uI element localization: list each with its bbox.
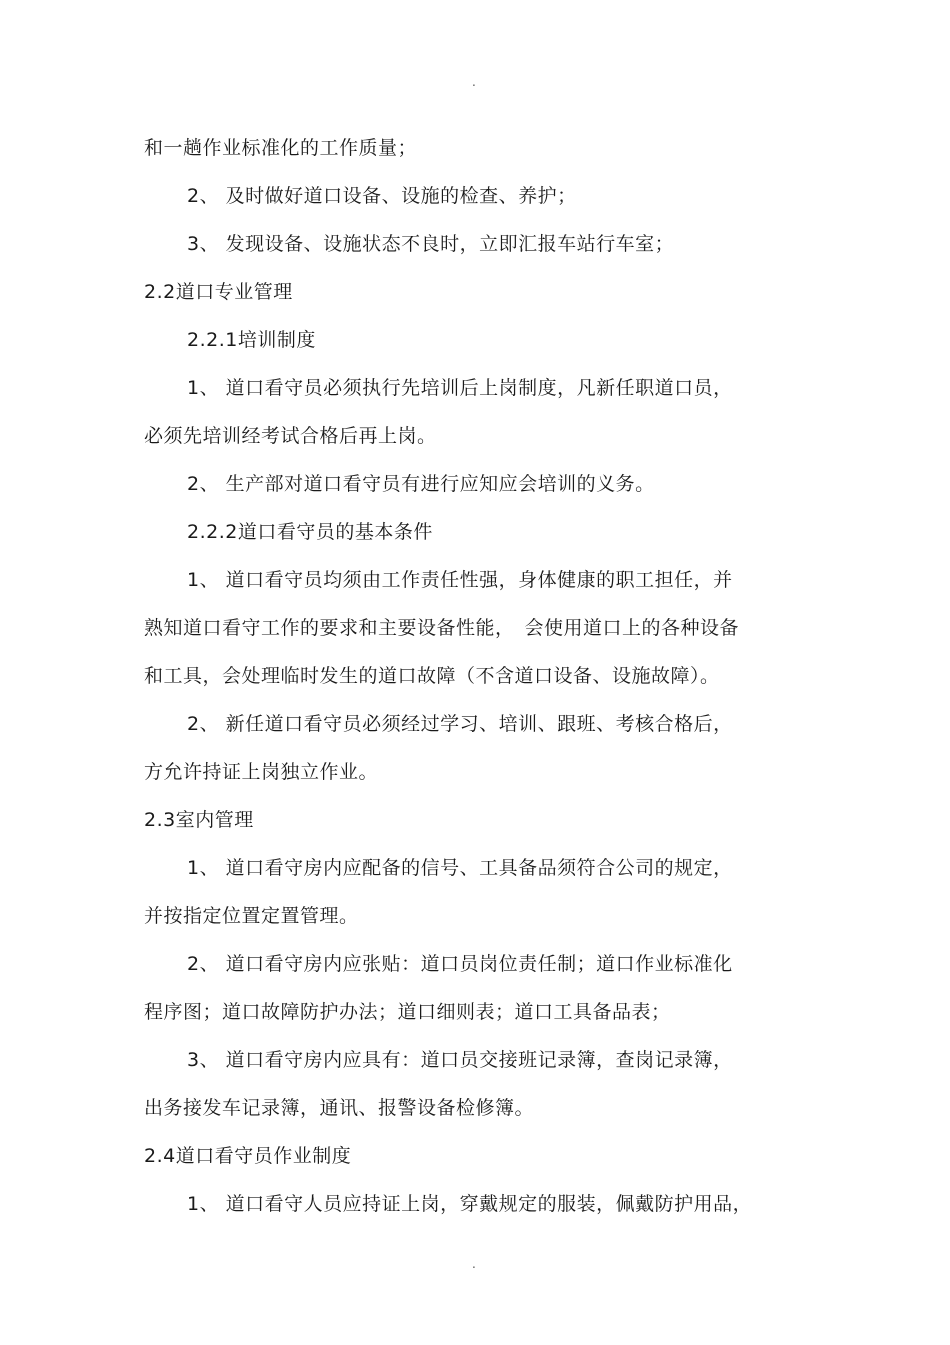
section-heading: 2.4道口看守员作业制度 [144, 1145, 352, 1167]
paragraph-line: 和一趟作业标准化的工作质量； [144, 137, 418, 159]
list-item: 2、 及时做好道口设备、设施的检查、养护； [187, 185, 577, 207]
list-item: 1、 道口看守员均须由工作责任性强，身体健康的职工担任，并 [187, 569, 733, 591]
list-item: 2、 生产部对道口看守员有进行应知应会培训的义务。 [187, 473, 655, 495]
list-item: 1、 道口看守房内应配备的信号、工具备品须符合公司的规定， [187, 857, 733, 879]
list-item: 1、 道口看守人员应持证上岗，穿戴规定的服装，佩戴防护用品， [187, 1193, 753, 1215]
paragraph-line: 方允许持证上岗独立作业。 [144, 761, 379, 783]
paragraph-line: 和工具，会处理临时发生的道口故障（不含道口设备、设施故障）。 [144, 665, 720, 687]
subsection-heading: 2.2.1培训制度 [187, 329, 316, 351]
paragraph-line: 程序图；道口故障防护办法；道口细则表；道口工具备品表； [144, 1001, 671, 1023]
paragraph-line: 熟知道口看守工作的要求和主要设备性能， 会使用道口上的各种设备 [144, 617, 740, 639]
list-item: 2、 道口看守房内应张贴：道口员岗位责任制；道口作业标准化 [187, 953, 733, 975]
list-item: 2、 新任道口看守员必须经过学习、培训、跟班、考核合格后， [187, 713, 733, 735]
section-heading: 2.2道口专业管理 [144, 281, 293, 303]
list-item: 1、 道口看守员必须执行先培训后上岗制度，凡新任职道口员， [187, 377, 733, 399]
paragraph-line: 并按指定位置定置管理。 [144, 905, 359, 927]
list-item: 3、 发现设备、设施状态不良时，立即汇报车站行车室； [187, 233, 675, 255]
list-item: 3、 道口看守房内应具有：道口员交接班记录簿，查岗记录簿， [187, 1049, 733, 1071]
section-heading: 2.3室内管理 [144, 809, 254, 831]
subsection-heading: 2.2.2道口看守员的基本条件 [187, 521, 433, 543]
paragraph-line: 出务接发车记录簿，通讯、报警设备检修簿。 [144, 1097, 535, 1119]
paragraph-line: 必须先培训经考试合格后再上岗。 [144, 425, 437, 447]
header-dot: . [472, 75, 476, 89]
footer-dot: . [472, 1257, 476, 1271]
